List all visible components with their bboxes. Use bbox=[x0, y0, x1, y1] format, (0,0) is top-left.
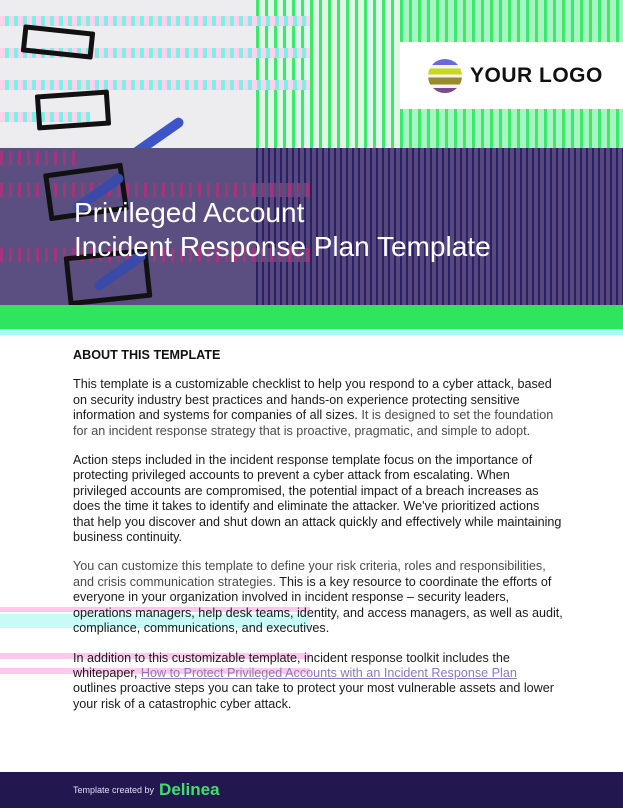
glitch-band bbox=[0, 80, 310, 90]
paragraph-text: outlines proactive steps you can take to protect your most vulnerable assets and lower your risk of a catastrophic cyber attack. bbox=[73, 681, 554, 711]
paragraph-action-steps: Action steps included in the incident response template focus on the importance of protecting privileged accounts to prevent a cyber attack from escalating. When privileged accounts are compromised, the potential impact of a breach increases as does the time it takes to identify and eliminate the attacker. We've prioritized actions that help you discover and shut down an attack quickly and effectively while maintaining business continuity. bbox=[73, 453, 562, 545]
accent-band bbox=[0, 305, 623, 329]
logo bbox=[400, 42, 623, 109]
paragraph-toolkit bbox=[73, 651, 563, 713]
paragraph-intro bbox=[73, 377, 563, 439]
logo-sphere-icon bbox=[428, 59, 462, 93]
glitch-band bbox=[0, 16, 310, 26]
title-line-2: Incident Response Plan Template bbox=[74, 231, 491, 262]
checkmark-icon bbox=[131, 116, 186, 148]
paragraph-text: It is designed to set the foundation for an incident response strategy that is proactive, pragmatic, and simple to adopt. bbox=[73, 408, 554, 438]
checkbox-illustration-icon bbox=[35, 89, 111, 130]
paragraph-text: In addition to this customizable template, incident response toolkit includes the whitepaper, bbox=[73, 650, 510, 680]
hero-image bbox=[0, 0, 623, 148]
footer-label: Template created by bbox=[73, 785, 155, 795]
paragraph-text: You can customize this template to define your risk criteria, roles and responsibilities, and crisis communication strategies. bbox=[73, 559, 546, 589]
footer bbox=[0, 772, 623, 808]
page-title bbox=[74, 196, 491, 264]
title-line-1: Privileged Account bbox=[74, 197, 305, 228]
main-content bbox=[73, 348, 563, 726]
glitch-band bbox=[0, 151, 80, 165]
accent-line bbox=[0, 329, 623, 335]
paragraph-text: This is a key resource to coordinate the efforts of everyone in your organization involved in incident response – security leaders, operations managers, help desk teams, identity, and access managers, as well as audit, compliance, communications, and executives. bbox=[73, 574, 563, 636]
whitepaper-link[interactable]: How to Protect Privileged Accounts with an Incident Response Plan bbox=[140, 665, 517, 680]
logo-text: YOUR LOGO bbox=[470, 63, 603, 87]
paragraph-customize bbox=[73, 559, 563, 636]
brand-logo: Delinea bbox=[159, 780, 220, 799]
paragraph-text: This template is a customizable checklist to help you respond to a cyber attack, based on security industry best practices and hands-on experience protecting sensitive information and systems for companies of all sizes. bbox=[73, 377, 552, 423]
section-heading: ABOUT THIS TEMPLATE bbox=[73, 348, 221, 362]
